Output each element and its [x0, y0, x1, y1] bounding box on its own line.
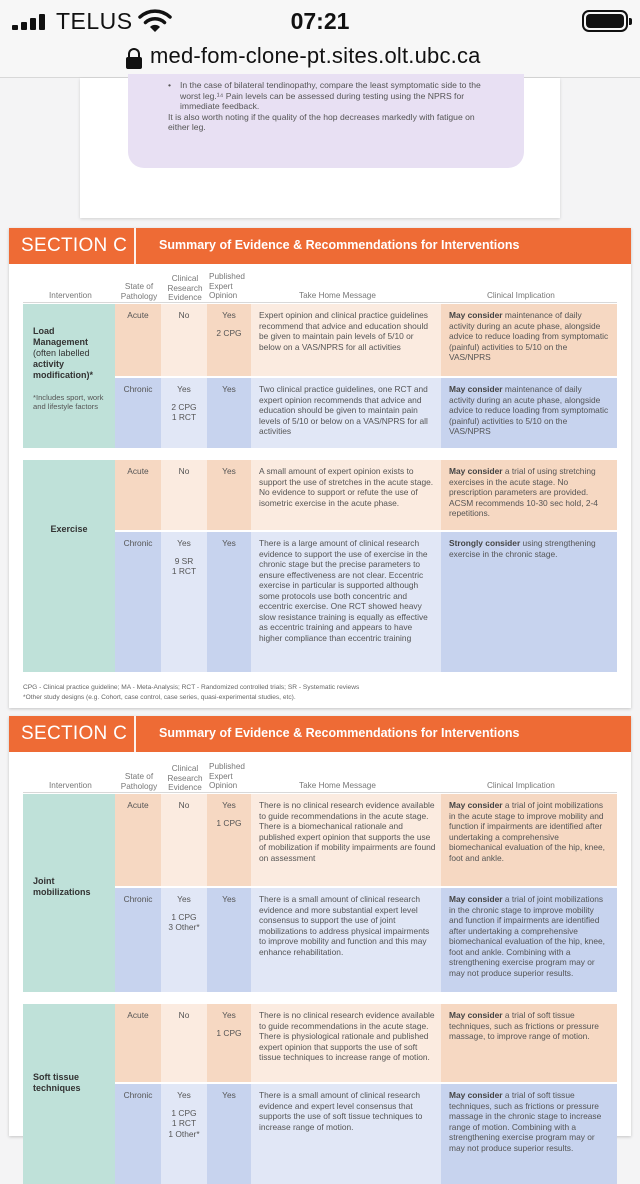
carrier-name: TELUS: [56, 8, 133, 34]
cell-implication: May consider a trial of joint mobilizations in the acute stage to improve mobility and function if impairments are identified after undertaking a comprehensive biomechanical evaluation of the hip, knee, foot and ankle.: [441, 794, 617, 886]
cell-state: Chronic: [115, 530, 161, 672]
label-title: Joint mobilizations: [33, 876, 91, 897]
footnote-other-designs: *Other study designs (e.g. Cohort, case control, case series, quasi-experimental studies, etc).: [23, 694, 296, 701]
header-state: State of Pathology: [120, 772, 158, 791]
fatigue-note: It is also worth noting if the quality of the hop decreases markedly with fatigue on either leg.: [168, 111, 475, 132]
cell-home-message: There is no clinical research evidence available to guide recommendations in the acute stage. There is a biomechanical rationale and published expert opinion that supports the use of mobilization if mobility impairments are found on assessment: [251, 794, 441, 886]
row-acute: [115, 304, 617, 376]
cell-state: Acute: [115, 304, 161, 376]
group-label: [23, 794, 115, 992]
cell-state: Chronic: [115, 886, 161, 992]
row-acute: [115, 460, 617, 530]
cell-expert: Yes: [207, 530, 251, 672]
label-title: Exercise: [50, 524, 88, 534]
section-title: Summary of Evidence & Recommendations for Interventions: [159, 238, 520, 252]
header-home: Take Home Message: [299, 291, 376, 300]
row-acute: [115, 794, 617, 886]
row-chronic: [115, 530, 617, 672]
cell-expert: Yes: [207, 460, 251, 530]
cell-state: Acute: [115, 460, 161, 530]
cell-expert: Yes: [207, 886, 251, 992]
cell-research: Yes 2 CPG 1 RCT: [161, 376, 207, 448]
label-note: *Includes sport, work and lifestyle factors: [33, 393, 104, 411]
cell-research: No: [161, 794, 207, 886]
section-c-page-1: [9, 228, 631, 708]
header-research: Clinical Research Evidence: [167, 764, 203, 792]
cell-state: Acute: [115, 1004, 161, 1082]
cell-implication: May consider maintenance of daily activity during an acute phase, alongside advice to reduce loading from symptomatic (painful) activities to 5/10 on the VAS/NPRS: [441, 304, 617, 376]
cell-implication: May consider a trial of soft tissue techniques, such as frictions or pressure massage in the chronic stage to increase range of motion. Combining with a strengthening exercise program may or may not produce superior results.: [441, 1082, 617, 1184]
row-chronic: [115, 376, 617, 448]
header-expert: Published Expert Opinion: [209, 762, 245, 790]
cell-home-message: Two clinical practice guidelines, one RCT and expert opinion recommends that advice and education should be given to maintain pain levels of 5/10 or below on a VAS/NPRS for all activities: [251, 376, 441, 448]
clock: 07:21: [290, 8, 350, 34]
cell-home-message: Expert opinion and clinical practice guidelines recommend that advice and education should be given to maintain pain levels of 5/10 or below on a VAS/NPRS for all activities: [251, 304, 441, 376]
cell-home-message: A small amount of expert opinion exists to support the use of stretches in the acute stage. No evidence to support or refute the use of isometric exercise in the acute phase.: [251, 460, 441, 530]
cell-state: Chronic: [115, 1082, 161, 1184]
cell-home-message: There is a large amount of clinical research evidence to support the use of exercise in the chronic stage but the precise parameters to ensure effectiveness are not clear. Eccentric exercise in particular is supported although some protocols use both concentric and eccentric exercise. One RCT showed heavy slow resistance training is equally as effective as eccentric training and appears to have higher compliance than eccentric training: [251, 530, 441, 672]
url-text[interactable]: med-fom-clone-pt.sites.olt.ubc.ca: [150, 43, 481, 68]
hop-test-note-box: [128, 74, 524, 168]
section-label: SECTION C: [21, 235, 128, 256]
group-joint-mobilizations: [23, 794, 617, 992]
cell-implication: May consider maintenance of daily activity during an acute phase, alongside advice to reduce loading from symptomatic (painful) activities to 5/10 on the VAS/NPRS: [441, 376, 617, 448]
battery-icon: [582, 10, 628, 32]
cell-implication: May consider a trial of soft tissue techniques, such as frictions or pressure massage, to improve range of motion.: [441, 1004, 617, 1082]
cell-research: Yes 9 SR 1 RCT: [161, 530, 207, 672]
cell-research: Yes 1 CPG 3 Other*: [161, 886, 207, 992]
section-banner: [9, 716, 631, 752]
section-c-page-2: [9, 716, 631, 1153]
group-load-management: [23, 304, 617, 448]
cell-home-message: There is no clinical research evidence available to guide recommendations in the acute stage. There is physiological rationale and published expert opinion that supports the use of soft tissue techniques to increase range of motion.: [251, 1004, 441, 1082]
address-bar[interactable]: [0, 40, 640, 78]
cell-expert: Yes: [207, 1082, 251, 1184]
header-intervention: Intervention: [49, 781, 92, 790]
section-title: Summary of Evidence & Recommendations for Interventions: [159, 726, 520, 740]
lock-icon: [126, 48, 142, 70]
cell-implication: May consider a trial of using stretching exercises in the acute stage. No prescription parameters are provided. ACSM recommends 10-30 sec hold, 2-4 repetitions.: [441, 460, 617, 530]
cell-state: Acute: [115, 794, 161, 886]
row-chronic: [115, 1082, 617, 1184]
label-title: Soft tissue techniques: [33, 1072, 81, 1093]
section-banner: [9, 228, 631, 264]
header-expert: Published Expert Opinion: [209, 272, 245, 300]
header-state: State of Pathology: [120, 282, 158, 301]
header-impl: Clinical Implication: [487, 781, 555, 790]
header-research: Clinical Research Evidence: [167, 274, 203, 302]
cell-research: No: [161, 460, 207, 530]
footnote-abbreviations: CPG - Clinical practice guideline; MA - Meta-Analysis; RCT - Randomized controlled trials; SR - Systematic reviews: [23, 684, 360, 691]
cell-home-message: There is a small amount of clinical research evidence and more substantial expert level consensus to support the use of joint mobilizations to address physical impairments to improve mobility and function and this may enhance rehabilitation.: [251, 886, 441, 992]
label-title: Load Management: [33, 326, 89, 347]
cell-state: Chronic: [115, 376, 161, 448]
cell-research: Yes 1 CPG 1 RCT 1 Other*: [161, 1082, 207, 1184]
status-bar: [0, 0, 640, 40]
section-label: SECTION C: [21, 723, 128, 744]
group-label: [23, 460, 115, 672]
cell-research: No: [161, 304, 207, 376]
bilateral-note: • In the case of bilateral tendinopathy, compare the least symptomatic side to the worst leg.¹⁴ Pain levels can be assessed during testing using the NPRS for immediate feedback.: [168, 80, 496, 112]
cell-expert: Yes 2 CPG: [207, 304, 251, 376]
cell-expert: Yes: [207, 376, 251, 448]
group-soft-tissue: [23, 1004, 617, 1184]
group-label: [23, 304, 115, 448]
previous-page-card: [80, 78, 560, 218]
header-home: Take Home Message: [299, 781, 376, 790]
cell-implication: May consider a trial of joint mobilizations in the chronic stage to improve mobility and function if impairments are identified after undertaking a comprehensive biomechanical evaluation of the hip, knee, foot and ankle. Combining with a strengthening exercise program may or may not produce superior results.: [441, 886, 617, 992]
label-extra: (often labelled: [33, 348, 90, 358]
cell-research: No: [161, 1004, 207, 1082]
group-label: [23, 1004, 115, 1184]
header-intervention: Intervention: [49, 291, 92, 300]
header-impl: Clinical Implication: [487, 291, 555, 300]
cell-expert: Yes 1 CPG: [207, 794, 251, 886]
label-bold2: activity modification)*: [33, 359, 93, 380]
cell-home-message: There is a small amount of clinical research evidence and expert level consensus that supports the use of soft tissue techniques to increase range of motion.: [251, 1082, 441, 1184]
cell-expert: Yes 1 CPG: [207, 1004, 251, 1082]
group-exercise: [23, 460, 617, 672]
row-acute: [115, 1004, 617, 1082]
cell-implication: Strongly consider using strengthening exercise in the chronic stage.: [441, 530, 617, 672]
row-chronic: [115, 886, 617, 992]
